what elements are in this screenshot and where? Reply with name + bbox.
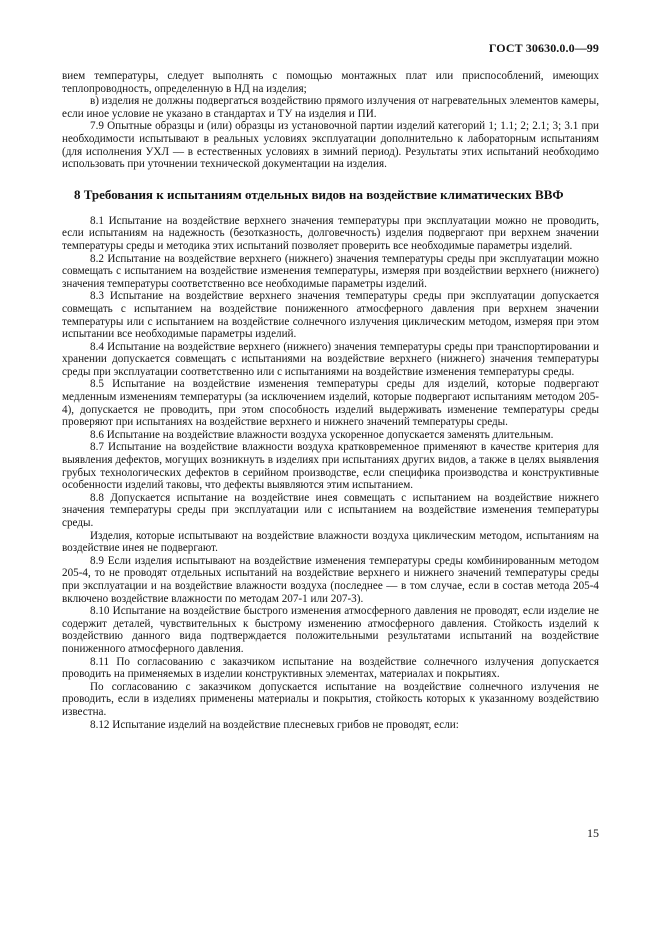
paragraph: 8.3 Испытание на воздействие верхнего значения температуры среды при эксплуатации допускается совмещать с испытанием на воздействие пониженного атмосферного давления при верхнем значении температуры или с испытанием на воздействие солнечного излучения циклическим методом, измеряя при этом испытании все необходимые параметры изделий. [62,290,599,341]
paragraph: 8.7 Испытание на воздействие влажности воздуха кратковременное применяют в качестве критерия для выявления дефектов, могущих возникнуть в изделиях при испытаниях других видов, а также в целях выявления грубых технологических дефектов в серийном производстве, если специфика производства и конструктивные особенности изделий таковы, что дефекты выявляются этим испытанием. [62,441,599,492]
paragraph: 7.9 Опытные образцы и (или) образцы из установочной партии изделий категорий 1; 1.1; 2; 2.1; 3; 3.1 при необходимости испытывают в реальных условиях эксплуатации дополнительно к лабораторным испытаниям (для исполнения УХЛ — в естественных условиях в зимний период). Результаты этих испытаний необходимо использовать при уточнении технической документации на изделия. [62,120,599,171]
paragraph: 8.8 Допускается испытание на воздействие инея совмещать с испытанием на воздействие нижнего значения температуры среды при эксплуатации или с испытанием на воздействие изменения температуры среды. [62,491,599,529]
paragraph: По согласованию с заказчиком допускается испытание на воздействие солнечного излучения не проводить, если в изделиях применены материалы и покрытия, стойкость которых к указанному воздействию известна. [62,680,599,718]
paragraph: вием температуры, следует выполнять с помощью монтажных плат или приспособлений, имеющих теплопроводность, определенную в НД на изделия; [62,70,599,95]
paragraph: 8.2 Испытание на воздействие верхнего (нижнего) значения температуры среды при эксплуатации можно совмещать с испытанием на воздействие изменения температуры, измеряя при воздействии верхнего (нижнего) значения температуры соответственно все необходимые параметры изделий. [62,252,599,290]
document-body [62,70,599,731]
section-heading: 8 Требования к испытаниям отдельных видов на воздействие климатических ВВФ [74,186,564,202]
paragraph: 8.11 По согласованию с заказчиком испытание на воздействие солнечного излучения допускается проводить на применяемых в изделии конструктивных элементах, материалах и покрытиях. [62,655,599,681]
paragraph: 8.6 Испытание на воздействие влажности воздуха ускоренное допускается заменять длительным. [90,428,554,441]
paragraph: 8.12 Испытание изделий на воздействие плесневых грибов не проводят, если: [90,718,459,731]
paragraph: в) изделия не должны подвергаться воздействию прямого излучения от нагревательных элементов камеры, если иное условие не указано в стандартах и ТУ на изделия и ПИ. [62,95,599,120]
paragraph: 8.4 Испытание на воздействие верхнего (нижнего) значения температуры среды при транспортировании и хранении допускается совмещать с испытаниями на воздействие верхнего (нижнего) значения температуры среды при эксплуатации соответственно или с испытаниями на воздействие изменения температуры среды. [62,340,599,378]
paragraph: 8.1 Испытание на воздействие верхнего значения температуры при эксплуатации можно не проводить, если испытаниям на надежность (безотказность, долговечность) изделия подвергают при верхнем значении температуры среды и методика этих испытаний позволяет проверить все необходимые параметры изделий. [62,214,599,252]
page-number: 15 [587,826,599,840]
paragraph: 8.10 Испытание на воздействие быстрого изменения атмосферного давления не проводят, если изделие не содержит деталей, чувствительных к быстрому изменению атмосферного давления. Стойкость изделий к воздействию данного вида подтверждается положительными результатами испытаний на воздействие пониженного атмосферного давления. [62,605,599,655]
paragraph: 8.9 Если изделия испытывают на воздействие изменения температуры среды комбинированным методом 205-4, то не проводят отдельных испытаний на воздействие верхнего и нижнего значений температуры среды при эксплуатации и на воздействие влажности воздуха (последнее — в том случае, если в состав метода 205-4 включено воздействие влажности по методам 207-1 или 207-3). [62,554,599,605]
document-code-header: ГОСТ 30630.0.0—99 [488,41,599,55]
paragraph: 8.5 Испытание на воздействие изменения температуры среды для изделий, которые подвергают медленным изменениям температуры (за исключением изделий, которые подвергают испытаниям методом 205-4), допускается не проводить, при этом способность изделий выдерживать изменение температуры среды проверяют при испытаниях на воздействие верхнего и нижнего значений температуры среды. [62,378,599,429]
paragraph: Изделия, которые испытывают на воздействие влажности воздуха циклическим методом, испытаниям на воздействие инея не подвергают. [62,529,599,555]
